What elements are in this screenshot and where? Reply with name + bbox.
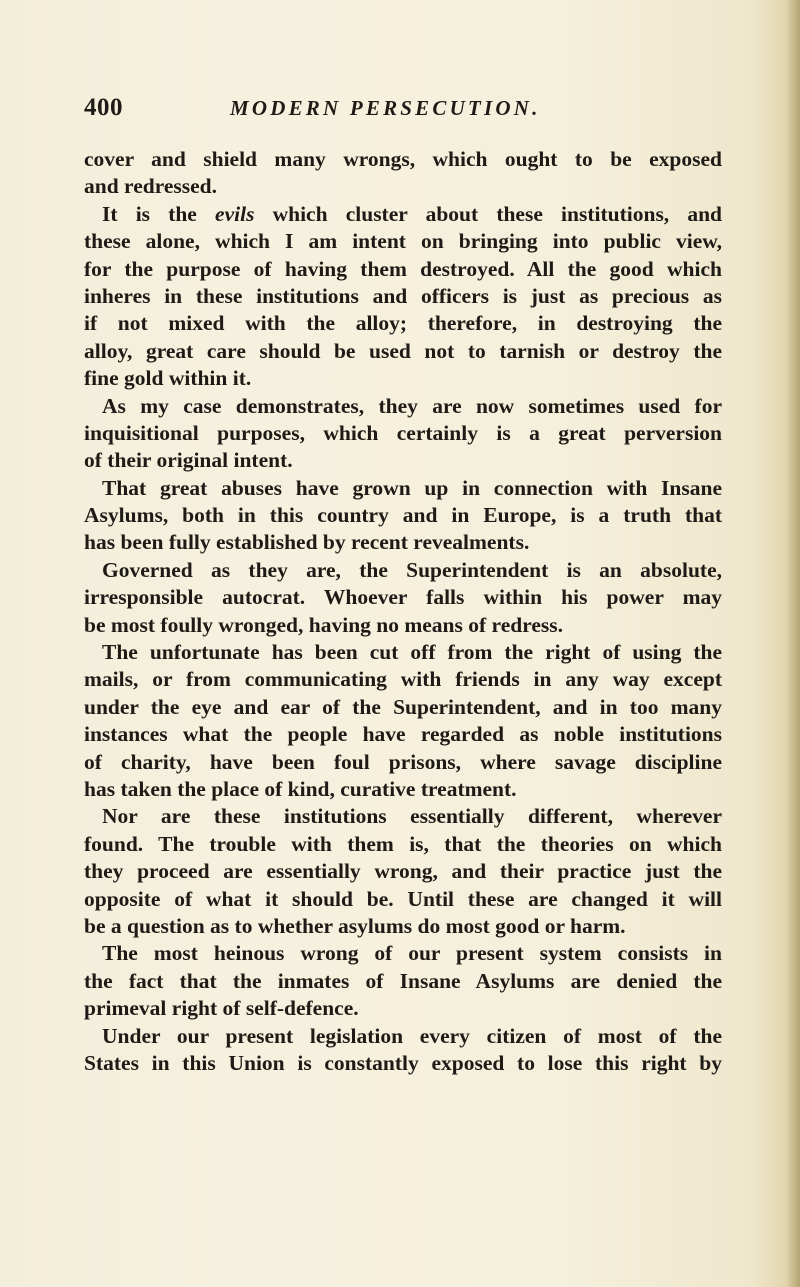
- text-line: States in this Union is constantly exposed to lose this right by: [84, 1050, 722, 1075]
- paragraph: [84, 803, 722, 940]
- running-head: MODERN PERSECUTION.: [230, 96, 541, 120]
- paragraph: [84, 940, 722, 1022]
- paragraph: [84, 557, 722, 639]
- text-line: they proceed are essentially wrong, and their practice just the: [84, 859, 722, 884]
- text-line: has been fully established by recent revealments.: [84, 530, 530, 555]
- text-line: cover and shield many wrongs, which ought to be exposed: [84, 147, 722, 171]
- text-line: and redressed.: [84, 174, 217, 199]
- text-line: the fact that the inmates of Insane Asylums are denied the: [84, 968, 722, 993]
- text-line: of charity, have been foul prisons, where savage discipline: [84, 749, 722, 774]
- text-line: of their original intent.: [84, 448, 293, 473]
- text-line: mails, or from communicating with friends in any way except: [84, 667, 722, 692]
- text-line: As my case demonstrates, they are now sometimes used for: [102, 393, 722, 418]
- text-line: has taken the place of kind, curative treatment.: [84, 776, 517, 801]
- text-line: if not mixed with the alloy; therefore, in destroying the: [84, 311, 722, 336]
- text-line: The most heinous wrong of our present system consists in: [102, 941, 722, 966]
- text-line: primeval right of self-defence.: [84, 996, 359, 1021]
- page-header: [84, 94, 724, 126]
- text-line: these alone, which I am intent on bringing into public view,: [84, 229, 722, 254]
- text-line: under the eye and ear of the Superintendent, and in too many: [84, 694, 722, 719]
- paragraph: [84, 393, 722, 475]
- text-line: inquisitional purposes, which certainly is a great perversion: [84, 420, 722, 445]
- text-line: Nor are these institutions essentially different, wherever: [102, 804, 722, 829]
- paragraph: [84, 475, 722, 557]
- text-line: instances what the people have regarded as noble institutions: [84, 722, 722, 747]
- text-line: Governed as they are, the Superintendent is an absolute,: [102, 557, 722, 582]
- text-line: irresponsible autocrat. Whoever falls within his power may: [84, 585, 722, 610]
- text-line: That great abuses have grown up in connection with Insane: [102, 475, 722, 500]
- text-line: be a question as to whether asylums do most good or harm.: [84, 913, 626, 938]
- text-line: alloy, great care should be used not to tarnish or destroy the: [84, 338, 722, 363]
- paragraph: [84, 201, 722, 393]
- text-line: found. The trouble with them is, that the theories on which: [84, 831, 722, 856]
- paragraph: [84, 1023, 722, 1078]
- paragraph: [84, 146, 722, 201]
- body-text: [84, 146, 722, 1077]
- emphasized-word: evils: [215, 201, 255, 226]
- text-line: opposite of what it should be. Until these are changed it will: [84, 886, 722, 911]
- text-line: fine gold within it.: [84, 366, 252, 391]
- text-line: be most foully wronged, having no means of redress.: [84, 612, 564, 637]
- text-line: It is the evils which cluster about these institutions, and: [102, 201, 723, 226]
- paragraph: [84, 639, 722, 803]
- text-line: Asylums, both in this country and in Europe, is a truth that: [84, 503, 722, 528]
- text-line: for the purpose of having them destroyed. All the good which: [84, 256, 722, 281]
- text-line: inheres in these institutions and officers is just as precious as: [84, 283, 722, 308]
- text-line: Under our present legislation every citizen of most of the: [102, 1023, 722, 1048]
- text-line: The unfortunate has been cut off from the right of using the: [102, 640, 722, 665]
- page-edge-shadow: [786, 0, 800, 1287]
- page-number: 400: [84, 94, 123, 121]
